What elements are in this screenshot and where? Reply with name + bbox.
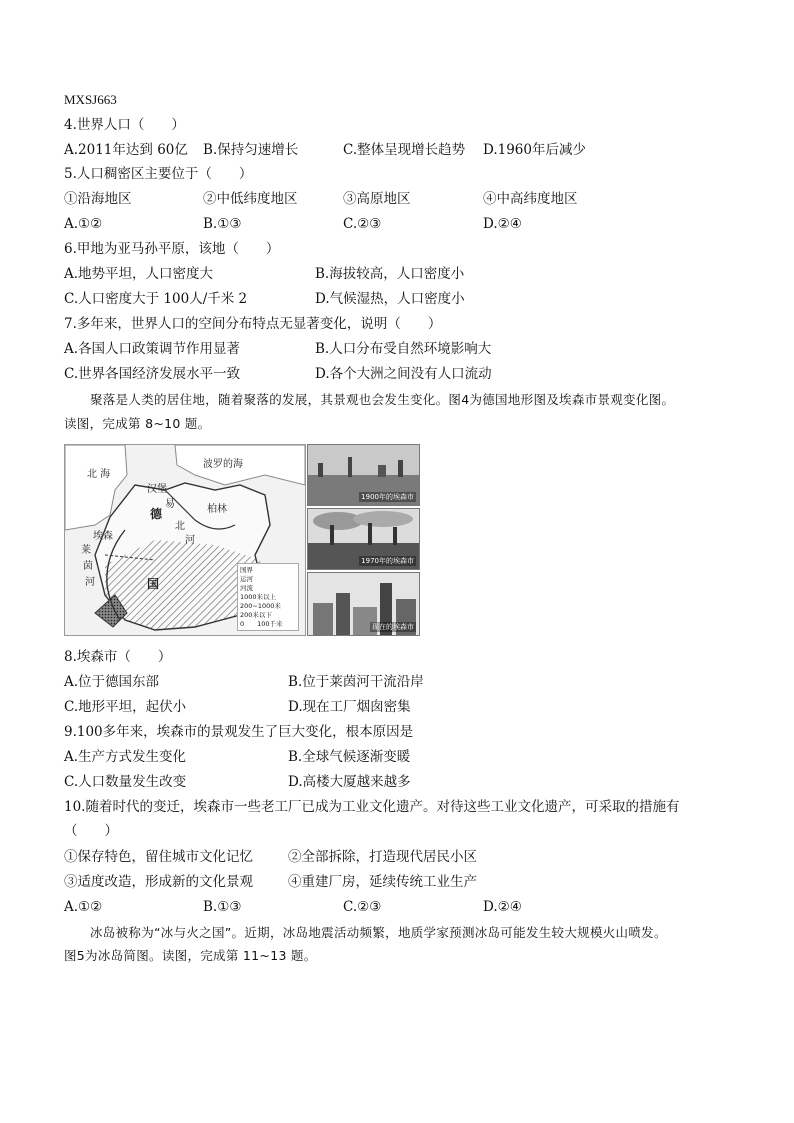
intro-passage-1-line2: 读图，完成第 8~10 题。: [64, 416, 211, 431]
q10-option-b: B.①③: [203, 899, 242, 915]
q7-option-b: B.人口分布受自然环境影响大: [315, 341, 492, 357]
legend-border: 国界: [240, 566, 253, 574]
legend-canal: 运河: [240, 575, 253, 583]
photo-essen-now: [307, 572, 420, 636]
legend-scale: 0 100千米: [240, 620, 283, 628]
map-label-guo: 国: [147, 577, 160, 591]
map-label-rhine-2: 茵: [83, 561, 93, 572]
q4-option-d: D.1960年后减少: [483, 142, 586, 158]
intro-passage-1-line1: 聚落是人类的居住地，随着聚落的发展，其景观也会发生变化。图4为德国地形图及埃森市景观变化图。: [90, 392, 675, 407]
germany-terrain-map: [64, 444, 306, 636]
q6-stem: 6.甲地为亚马孙平原，该地（ ）: [64, 241, 280, 257]
q7-option-d: D.各个大洲之间没有人口流动: [315, 366, 492, 382]
map-label-baltic-sea: 波罗的海: [203, 459, 243, 470]
q10-option-c: C.②③: [343, 899, 382, 915]
intro-passage-2-line2: 图5为冰岛简图。读图，完成第 11~13 题。: [64, 948, 317, 963]
q7-option-a: A.各国人口政策调节作用显著: [64, 341, 241, 357]
photo-essen-1900: [307, 444, 420, 506]
map-label-north-sea: 北 海: [87, 469, 111, 480]
map-label-elbe-2: 北: [175, 521, 185, 532]
q8-option-a: A.位于德国东部: [64, 674, 160, 690]
q5-option-d: D.②④: [483, 216, 522, 232]
q6-option-d: D.气候湿热，人口密度小: [315, 291, 465, 307]
q10-item-3: ③适度改造，形成新的文化景观: [64, 874, 253, 890]
q9-option-c: C.人口数量发生改变: [64, 774, 187, 790]
map-label-de: 德: [150, 507, 163, 521]
q5-stem: 5.人口稠密区主要位于（ ）: [64, 166, 253, 182]
q9-option-d: D.高楼大厦越来越多: [288, 774, 411, 790]
q5-item-1: ①沿海地区: [64, 191, 132, 207]
q9-option-b: B.全球气候逐渐变暖: [288, 749, 411, 765]
q8-option-c: C.地形平坦，起伏小: [64, 699, 187, 715]
q4-option-b: B.保持匀速增长: [203, 142, 299, 158]
photo-essen-1970: [307, 508, 420, 570]
map-label-essen: 埃森: [93, 531, 113, 542]
legend-200-1000: 200~1000米: [240, 602, 281, 610]
q5-item-2: ②中低纬度地区: [203, 191, 298, 207]
q4-stem: 4.世界人口（ ）: [64, 117, 185, 133]
q5-option-a: A.①②: [64, 216, 103, 232]
q8-stem: 8.埃森市（ ）: [64, 649, 172, 665]
figure-4: [64, 444, 418, 634]
q7-option-c: C.世界各国经济发展水平一致: [64, 366, 241, 382]
q10-item-2: ②全部拆除，打造现代居民小区: [288, 849, 477, 865]
q5-item-3: ③高原地区: [343, 191, 411, 207]
q8-option-d: D.现在工厂烟囱密集: [288, 699, 411, 715]
map-label-rhine-3: 河: [85, 577, 95, 588]
map-label-berlin: 柏林: [207, 504, 227, 515]
q10-stem: 10.随着时代的变迁，埃森市一些老工厂已成为工业文化遗产。对待这些工业文化遗产，可采取的措施有: [64, 799, 680, 815]
legend-above-1000: 1000米以上: [240, 593, 277, 601]
q6-option-b: B.海拔较高，人口密度小: [315, 266, 465, 282]
q10-item-4: ④重建厂房，延续传统工业生产: [288, 874, 477, 890]
q6-option-c: C.人口密度大于 100人/千米 2: [64, 291, 248, 307]
q10-option-d: D.②④: [483, 899, 522, 915]
q4-option-a: A.2011年达到 60亿: [64, 142, 188, 158]
intro-passage-2-line1: 冰岛被称为“冰与火之国”。近期，冰岛地震活动频繁，地质学家预测冰岛可能发生较大规模火山喷发。: [90, 925, 667, 940]
legend-river: 河流: [240, 584, 253, 592]
legend-below-200: 200米以下: [240, 611, 272, 619]
q8-option-b: B.位于莱茵河干流沿岸: [288, 674, 424, 690]
map-label-elbe-3: 河: [185, 535, 195, 546]
map-label-elbe-1: 易: [165, 499, 175, 510]
q5-item-4: ④中高纬度地区: [483, 191, 578, 207]
q5-option-b: B.①③: [203, 216, 242, 232]
q9-option-a: A.生产方式发生变化: [64, 749, 187, 765]
photo-caption-1900: 1900年的埃森市: [361, 493, 414, 501]
q5-option-c: C.②③: [343, 216, 382, 232]
q4-option-c: C.整体呈现增长趋势: [343, 142, 466, 158]
map-legend: [237, 563, 299, 631]
q9-stem: 9.100多年来，埃森市的景观发生了巨大变化，根本原因是: [64, 724, 414, 740]
q6-option-a: A.地势平坦，人口密度大: [64, 266, 214, 282]
map-label-rhine-1: 莱: [81, 545, 91, 556]
paper-code: MXSJ663: [64, 92, 117, 107]
q10-item-1: ①保存特色，留住城市文化记忆: [64, 849, 253, 865]
q10-stem-bracket: （ ）: [64, 823, 118, 839]
q10-option-a: A.①②: [64, 899, 103, 915]
photo-caption-now: 现在的埃森市: [372, 623, 414, 631]
map-label-hamburg: 汉堡: [147, 484, 167, 495]
q7-stem: 7.多年来，世界人口的空间分布特点无显著变化，说明（ ）: [64, 316, 442, 332]
photo-caption-1970: 1970年的埃森市: [361, 557, 414, 565]
